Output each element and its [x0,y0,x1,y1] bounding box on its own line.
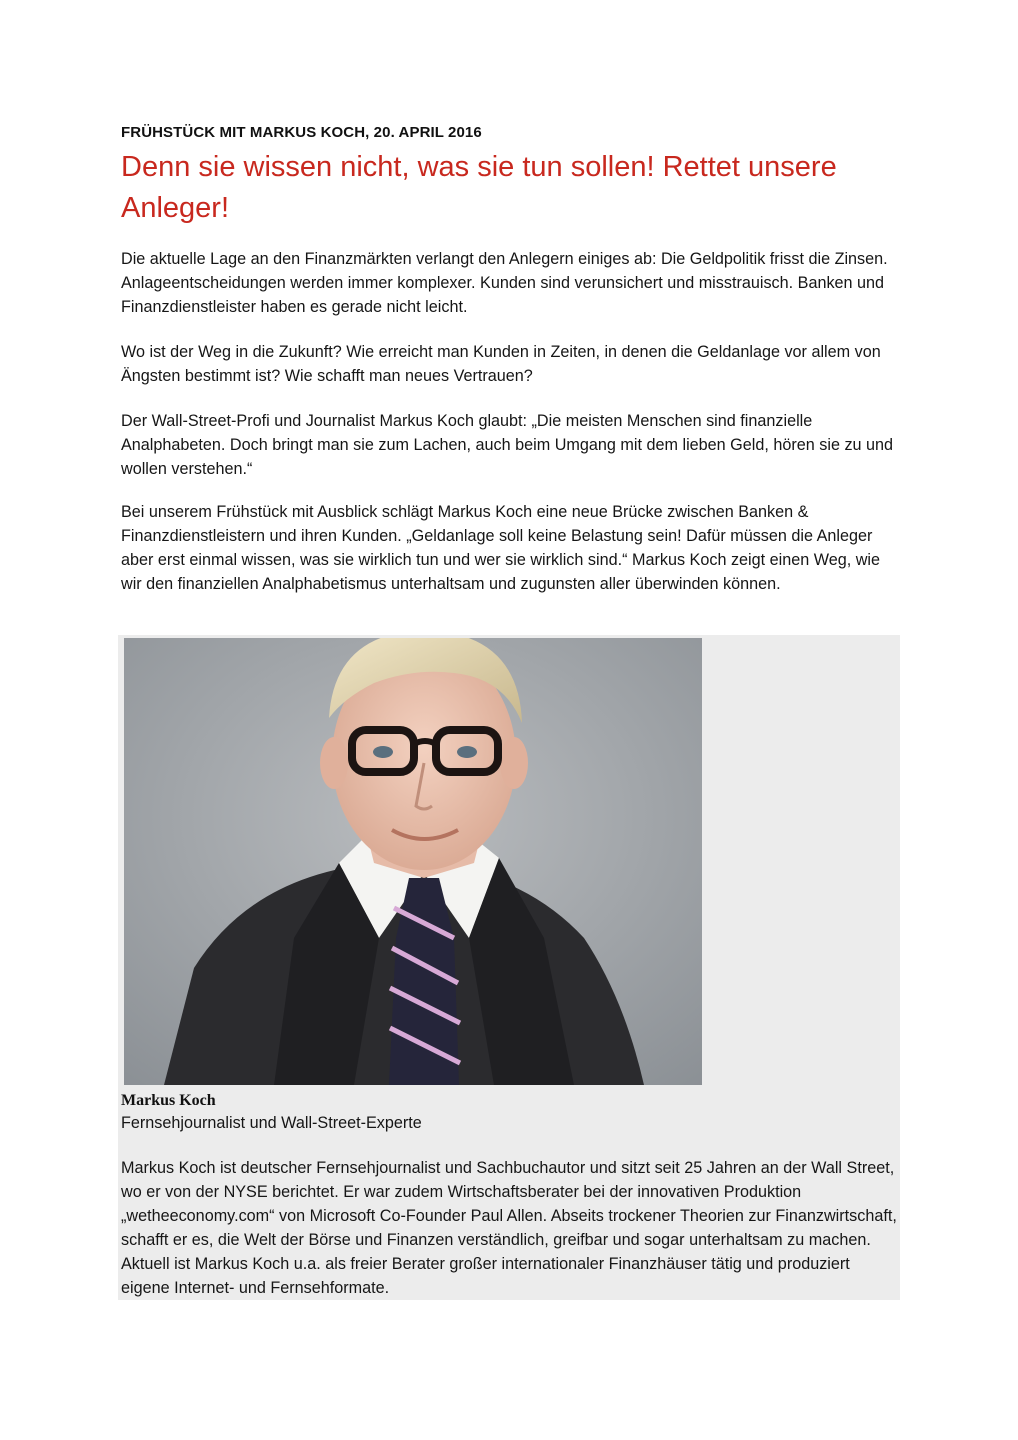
event-kicker: FRÜHSTÜCK MIT MARKUS KOCH, 20. APRIL 2016 [121,124,482,141]
intro-paragraph: Die aktuelle Lage an den Finanzmärkten verlangt den Anlegern einiges ab: Die Geldpolitik frisst die Zinsen. Anlageentscheidungen werden immer komplexer. Kunden sind verunsichert und misstrauisch. Banken und Finanzdienstleister haben es gerade nicht leicht. [121,250,888,316]
event-paragraph: Bei unserem Frühstück mit Ausblick schlägt Markus Koch eine neue Brücke zwischen Banken & Finanzdienstleistern und ihren Kunden. „Geldanlage soll keine Belastung sein! Dafür müssen die Anleger aber erst einmal wissen, was sie wirklich tun und wer sie wirklich sind.“ Markus Koch zeigt einen Weg, wie wir den finanziellen Analphabetismus unterhaltsam und zugunsten aller überwinden können. [121,503,881,593]
question-paragraph: Wo ist der Weg in die Zukunft? Wie erreicht man Kunden in Zeiten, in denen die Geldanlage vor allem von Ängsten bestimmt ist? Wie schafft man neues Vertrauen? [121,343,881,385]
portrait-photo [124,638,702,1085]
quote-paragraph: Der Wall-Street-Profi und Journalist Markus Koch glaubt: „Die meisten Menschen sind finanzielle Analphabeten. Doch bringt man sie zum Lachen, auch beim Umgang mit dem lieben Geld, hören sie zu und wollen verstehen.“ [121,412,894,478]
profile-bio: Markus Koch ist deutscher Fernsehjournalist und Sachbuchautor und sitzt seit 25 Jahren an der Wall Street, wo er von der NYSE berichtet. Er war zudem Wirtschaftsberater bei der innovativen Produktion „wetheeconomy.com“ von Microsoft Co-Founder Paul Allen. Abseits trockener Theorien zur Finanzwirtschaft, schafft er es, die Welt der Börse und Finanzen verständlich, greifbar und sogar unterhaltsam zu machen. Aktuell ist Markus Koch u.a. als freier Berater großer internationaler Finanzhäuser tätig und produziert eigene Internet- und Fernsehformate. [121,1159,897,1297]
profile-name: Markus Koch [121,1092,216,1109]
article-headline: Denn sie wissen nicht, was sie tun sollen! Rettet unsere Anleger! [121,151,837,224]
profile-role: Fernsehjournalist und Wall-Street-Experte [121,1114,422,1132]
